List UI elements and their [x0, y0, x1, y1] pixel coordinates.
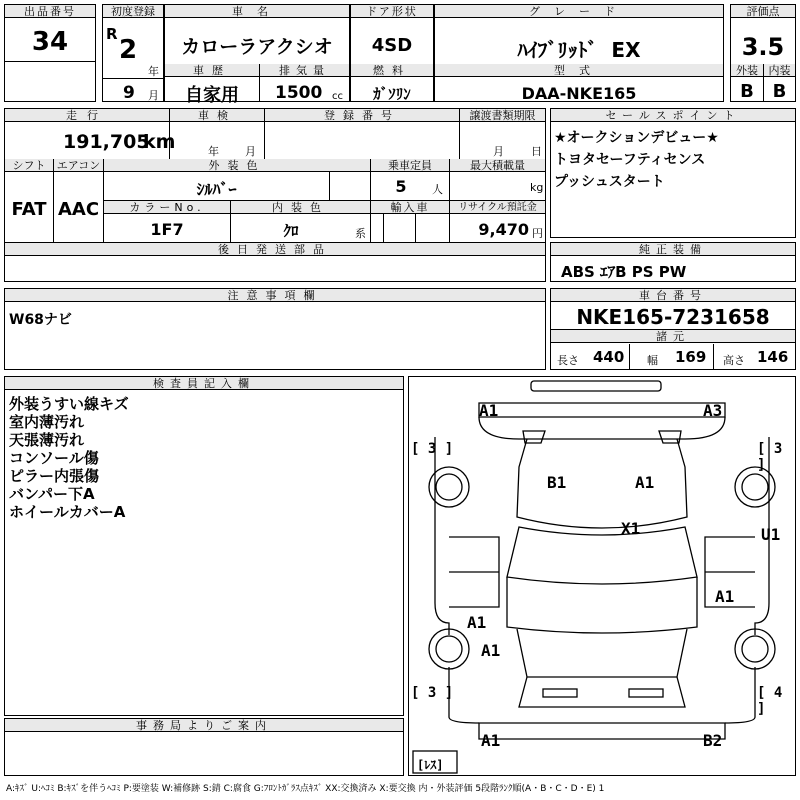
fuel-label: 燃料 [351, 64, 433, 77]
divider [329, 172, 330, 200]
car-name: カローラアクシオ [181, 36, 333, 58]
inspector-list [9, 395, 129, 521]
divider [383, 214, 384, 243]
mark-front-right: A3 [703, 401, 723, 420]
sales-label: セールスポイント [551, 109, 795, 122]
divider [103, 78, 163, 79]
inspector-box [4, 376, 404, 716]
mileage-label: 走行 [5, 109, 169, 122]
equipment-label: 純正装備 [551, 243, 795, 256]
length-label: 長さ [557, 354, 579, 367]
notes-box [4, 288, 546, 370]
aircon: AAC [57, 199, 100, 220]
color-no-label: カラーNo. [104, 201, 230, 214]
vehicle-detail-box [4, 108, 546, 282]
model: DAA-NKE165 [521, 84, 637, 103]
model-label: 型式 [435, 64, 723, 77]
divider [459, 109, 460, 159]
inspector-label: 検査員記入欄 [5, 377, 403, 390]
int-score: B [772, 81, 787, 102]
inspection-month: 月 [245, 145, 256, 158]
recycle: 9,470 [478, 220, 529, 239]
grade-label: グレード [435, 5, 723, 18]
divider [415, 214, 416, 243]
int-color-label: 内装色 [231, 201, 370, 214]
reg-month: 9 [123, 83, 135, 103]
office-label: 事務局よりご案内 [5, 719, 403, 732]
inspector-line: 室内薄汚れ [9, 413, 85, 431]
max-load-label: 最大積載量 [450, 159, 545, 172]
int-label: 内装 [764, 64, 795, 77]
notes-value: W68ナビ [9, 312, 72, 328]
chassis-box [550, 288, 796, 370]
mark-tire-front-right: [ 3 ] [757, 441, 783, 473]
grade-box [434, 4, 724, 102]
ext-label: 外装 [731, 64, 763, 77]
notes-label: 注意事項欄 [5, 289, 545, 302]
year-unit: 年 [148, 65, 159, 78]
recycle-unit: 円 [532, 227, 543, 240]
divider [713, 344, 714, 369]
ext-color: ｼﾙﾊﾞｰ [196, 180, 237, 199]
mark-left-rear: A1 [481, 641, 501, 660]
later-parts-label: 後日発送部品 [5, 243, 545, 256]
capacity-label: 乗車定員 [371, 159, 449, 172]
sales-item: プッシュスタート [554, 174, 665, 190]
aircon-label: エアコン [54, 159, 103, 172]
length: 440 [593, 348, 625, 366]
divider [259, 64, 260, 102]
chassis-label: 車台番号 [551, 289, 795, 302]
month-unit: 月 [148, 89, 159, 102]
ext-score: B [740, 81, 754, 102]
mileage: 191,705 [63, 131, 150, 153]
sales-points-box [550, 108, 796, 238]
height: 146 [757, 348, 789, 366]
width: 169 [675, 348, 707, 366]
shift-label: シフト [5, 159, 53, 172]
mark-right-side: U1 [761, 525, 781, 544]
car-diagram-box [408, 376, 796, 776]
width-label: 幅 [647, 354, 658, 367]
color-no: 1F7 [150, 220, 184, 239]
divider [629, 344, 630, 369]
car-name-box [164, 4, 350, 106]
equipment-box [550, 242, 796, 282]
sales-list [554, 127, 719, 193]
divider [5, 61, 95, 62]
score-label: 評価点 [731, 5, 795, 18]
transfer-month: 月 [493, 145, 504, 158]
inspector-line: ピラー内張傷 [9, 467, 100, 485]
displacement: 1500 [275, 83, 323, 103]
lot-number: 34 [31, 27, 69, 57]
inspection-year: 年 [208, 145, 219, 158]
import-label: 輸入車 [371, 201, 449, 214]
door-box [350, 4, 434, 102]
inspection-label: 車検 [170, 109, 264, 122]
sales-item: ★オークションデビュー★ [554, 130, 719, 146]
ext-color-label: 外装色 [104, 159, 370, 172]
first-reg-label: 初度登録 [103, 5, 163, 18]
history: 自家用 [185, 85, 239, 106]
first-reg-box [102, 4, 164, 102]
dims-label: 諸元 [551, 330, 795, 343]
mark-spare: [ﾚｽ] [417, 758, 444, 772]
mark-hood-left: B1 [547, 473, 567, 492]
mark-hood-right: A1 [635, 473, 655, 492]
inspector-line: 外装うすい線キズ [9, 395, 129, 413]
damage-legend: A:ｷｽﾞ U:ﾍｺﾐ B:ｷｽﾞを伴うﾍｺﾐ P:要塗装 W:補修跡 S:錆 C:腐食 G:ﾌﾛﾝﾄｶﾞﾗｽ点ｷｽﾞ XX:交換済み X:要交換 内・外装評価 5段階ﾗﾝｸ順(A・B・C・D・E) 1 [6, 784, 605, 794]
divider [264, 109, 265, 159]
car-diagram [409, 377, 795, 775]
mark-rear-left: A1 [481, 731, 501, 750]
inspector-line: バンパー下A [9, 485, 95, 503]
score-box [730, 4, 796, 102]
shift: FAT [11, 199, 47, 220]
lot-label: 出品番号 [5, 5, 95, 18]
fuel: ｶﾞｿﾘﾝ [373, 85, 411, 103]
mark-left-door: A1 [467, 613, 487, 632]
height-label: 高さ [723, 354, 745, 367]
recycle-label: リサイクル預託金 [450, 201, 545, 214]
capacity: 5 [395, 177, 407, 196]
office-box [4, 718, 404, 776]
door-type: 4SD [371, 35, 413, 56]
mark-right-door: A1 [715, 587, 735, 606]
transfer-label: 譲渡書類期限 [460, 109, 545, 122]
reg-year: 2 [119, 35, 138, 65]
inspector-line: 天張薄汚れ [9, 431, 85, 449]
car-name-label: 車名 [165, 5, 349, 18]
mark-roof: X1 [621, 519, 641, 538]
mark-tire-front-left: [ 3 ] [411, 441, 454, 457]
mark-rear-right: B2 [703, 731, 723, 750]
equipment-value: ABS ｴｱB PS PW [561, 263, 687, 281]
int-color: ｸﾛ [283, 222, 299, 240]
int-color-unit: 系 [355, 227, 366, 240]
mark-tire-rear-left: [ 3 ] [411, 685, 454, 701]
inspector-line: コンソール傷 [9, 449, 99, 467]
capacity-unit: 人 [432, 183, 443, 196]
displacement-unit: cc [332, 91, 343, 102]
lot-box [4, 4, 96, 102]
displacement-label: 排気量 [260, 64, 349, 77]
door-label: ドア形状 [351, 5, 433, 18]
inspector-line: ホイールカバーA [9, 503, 126, 521]
grade: ﾊｲﾌﾞﾘｯﾄﾞ EX [517, 38, 641, 62]
mark-tire-rear-right: [ 4 ] [757, 685, 783, 717]
era: R [106, 25, 118, 43]
score: 3.5 [741, 33, 785, 61]
mileage-unit: km [143, 131, 176, 153]
transfer-day: 日 [531, 145, 542, 158]
history-label: 車歴 [165, 64, 259, 77]
reg-no-label: 登録番号 [265, 109, 459, 122]
max-load-unit: kg [530, 181, 544, 194]
chassis-number: NKE165-7231658 [576, 305, 770, 329]
sales-item: トヨタセーフティセンス [554, 152, 706, 168]
mark-front-left: A1 [479, 401, 499, 420]
